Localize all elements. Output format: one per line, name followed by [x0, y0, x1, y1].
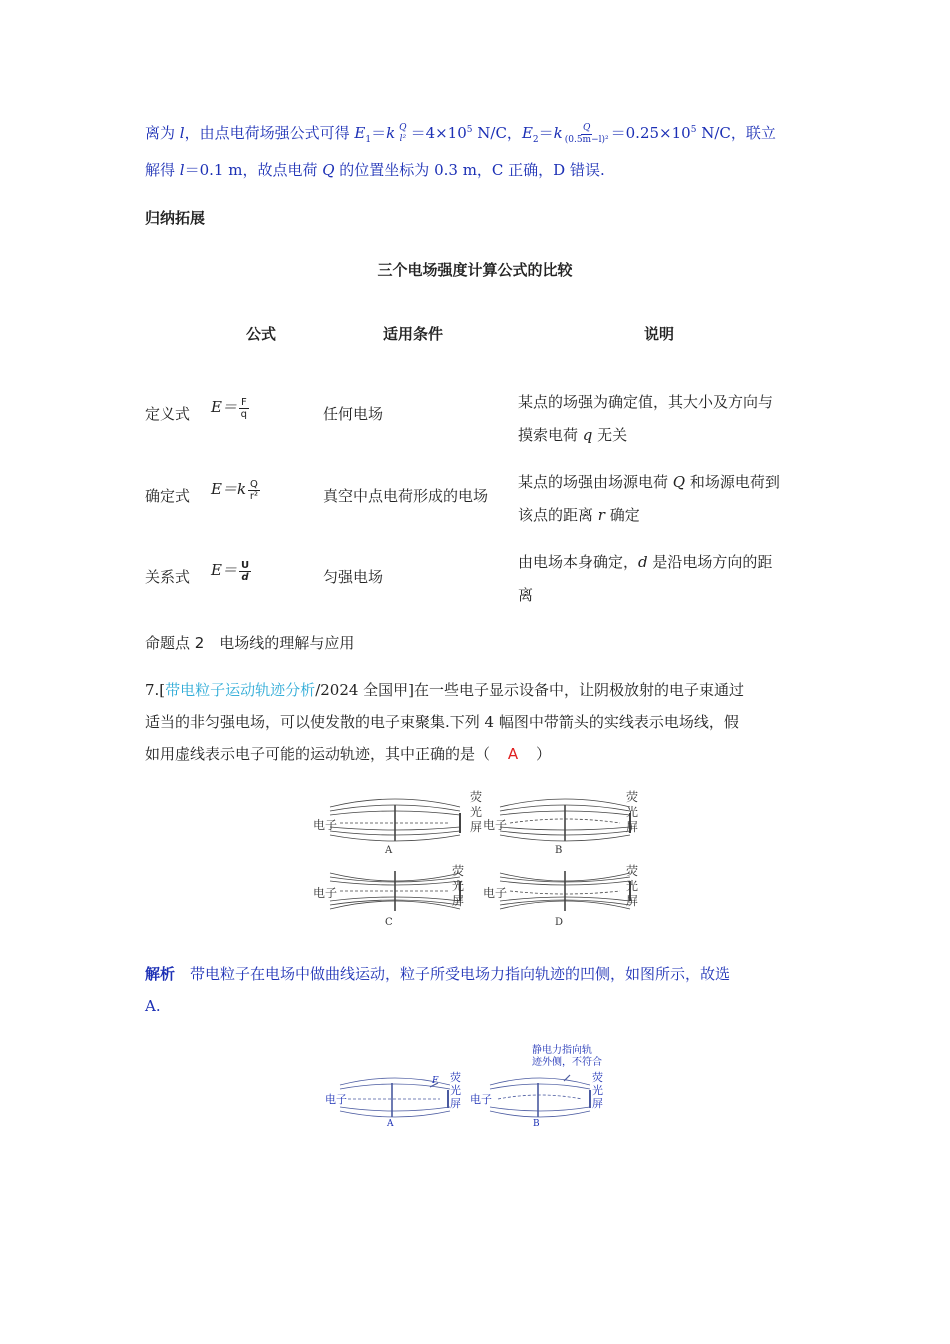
analysis-line-2: A. [145, 997, 161, 1015]
row-name-definition: 定义式 [145, 405, 191, 423]
label-fig2-b: B [533, 1119, 540, 1129]
condition-relation: 匀强电场 [323, 568, 384, 586]
svg-text:光: 光 [452, 879, 465, 893]
question-line-3: 如用虚线表示电子可能的运动轨迹，其中正确的是（ A ） [145, 738, 815, 770]
electron-label-b: 电子 [483, 818, 508, 832]
svg-text:屏: 屏 [452, 894, 465, 908]
answer: A [507, 745, 519, 763]
panel-c [330, 871, 460, 911]
electron-label-a: 电子 [313, 818, 338, 832]
label-d: D [555, 917, 564, 928]
figure-analysis [320, 1035, 640, 1130]
screen-label-b: 荧 [626, 790, 639, 804]
section-title: 归纳拓展 [145, 209, 206, 227]
panel-b [500, 799, 630, 841]
desc-relation: 由电场本身确定，d 是沿电场方向的距 离 [518, 553, 773, 604]
label-fig2-a: A [387, 1119, 394, 1129]
note-line-1: 静电力指向轨 [532, 1045, 592, 1056]
force-label-a: F [432, 1076, 439, 1086]
question-tag: 带电粒子运动轨迹分析 [165, 681, 316, 699]
screen-label-c: 荧 [452, 864, 465, 878]
svg-text:屏: 屏 [470, 820, 483, 834]
desc-determination: 某点的场强由场源电荷 Q 和场源电荷到 该点的距离 r 确定 [518, 473, 780, 524]
electron-label-fig2-a: 电子 [325, 1093, 347, 1106]
condition-definition: 任何电场 [323, 405, 384, 423]
electron-label-fig2-b: 电子 [470, 1093, 492, 1106]
svg-text:光: 光 [626, 879, 639, 893]
formula-determination: E＝k $\frac{Q}{\text{r²}}$ [211, 478, 259, 502]
header-description: 说明 [644, 325, 675, 343]
svg-text:屏: 屏 [626, 820, 639, 834]
svg-text:屏: 屏 [592, 1097, 603, 1110]
svg-text:荧: 荧 [592, 1071, 603, 1084]
question-line-1: 7.[带电粒子运动轨迹分析/2024 全国甲]在一些电子显示设备中，让阴极放射的电子束通过 [145, 681, 745, 699]
note-line-2: 迹外侧，不符合 [532, 1057, 602, 1068]
analysis-panel-b [490, 1075, 590, 1117]
condition-determination: 真空中点电荷形成的电场 [323, 487, 489, 505]
label-b: B [555, 845, 563, 856]
figure-field-lines-options [310, 785, 650, 935]
svg-text:光: 光 [626, 805, 639, 819]
analysis-label: 解析 [145, 965, 176, 983]
svg-text:荧: 荧 [450, 1071, 461, 1084]
question-line-2: 适当的非匀强电场，可以使发散的电子束聚集.下列 4 幅图中带箭头的实线表示电场线，假 [145, 713, 739, 731]
header-condition: 适用条件 [383, 325, 444, 343]
svg-text:光: 光 [470, 805, 483, 819]
electron-label-d: 电子 [483, 886, 508, 900]
svg-text:光: 光 [592, 1084, 603, 1097]
electron-label-c: 电子 [313, 886, 338, 900]
formula-relation: E＝ $\frac{U}{d}$ [211, 559, 250, 583]
svg-text:屏: 屏 [450, 1097, 461, 1110]
screen-label-a: 荧 [470, 790, 483, 804]
label-c: C [385, 917, 393, 928]
svg-text:光: 光 [450, 1084, 461, 1097]
label-a: A [385, 845, 393, 856]
formula-definition: E＝ $\frac{F}{q}$ [211, 396, 248, 420]
analysis-line-1: 解析 带电粒子在电场中做曲线运动，粒子所受电场力指向轨迹的凹侧，如图所示，故选 [145, 965, 731, 983]
solution-line-2: 解得 l＝0.1 m，故点电荷 Q 的位置坐标为 0.3 m，C 正确，D 错误. [145, 161, 605, 179]
solution-line-1: 离为 l，由点电荷场强公式可得 $E_1=k$ Q l² $=4\times 10^5$ N/C，$E_2=k$ $\frac{Q}{\text{(0.5m−l)²}}$ $=0.25\times 10^5$ N/C，联立 [145, 122, 776, 145]
svg-text:屏: 屏 [626, 894, 639, 908]
proposition-title: 命题点 2 电场线的理解与应用 [145, 634, 355, 652]
row-name-determination: 确定式 [145, 487, 191, 505]
screen-label-d: 荧 [626, 864, 639, 878]
desc-definition: 某点的场强为确定值，其大小及方向与 摸索电荷 q 无关 [518, 393, 774, 444]
panel-a [330, 799, 460, 841]
table-title: 三个电场强度计算公式的比较 [377, 261, 573, 279]
row-name-relation: 关系式 [145, 568, 191, 586]
panel-d [500, 871, 630, 911]
header-formula: 公式 [246, 325, 277, 343]
